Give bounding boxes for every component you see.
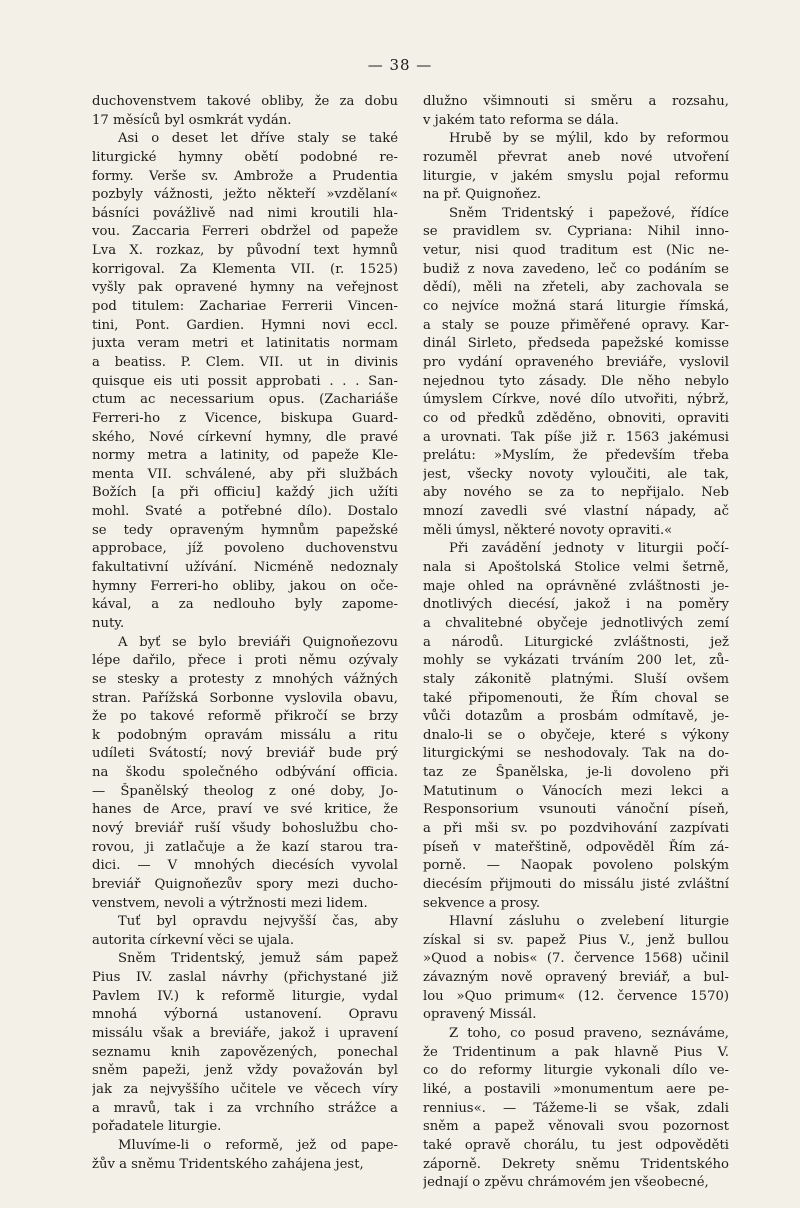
text-line: liturgie, v jakém smyslu pojal reformu	[423, 168, 729, 184]
text-line: mnozí zavedli své vlastní nápady, ač	[423, 504, 729, 520]
text-line: co od předků zděděno, obnoviti, opraviti	[423, 410, 729, 426]
text-line: diecésím přijmouti do missálu jisté zvláštní	[423, 876, 729, 892]
text-line: normy metra a latinity, od papeže Kle-	[92, 448, 398, 464]
text-line: dinál Sirleto, předseda papežské komisse	[423, 336, 729, 352]
text-line: záporně. Dekrety sněmu Tridentského	[423, 1156, 729, 1172]
text-line: Ferreri-ho z Vicence, biskupa Guard-	[92, 410, 398, 426]
text-line: dici. — V mnohých diecésích vyvolal	[92, 858, 398, 874]
text-line: A byť se bylo breviáři Quignoňezovu	[118, 634, 398, 650]
text-line: hanes de Arce, praví ve své kritice, že	[92, 802, 398, 818]
text-line: mohly se vykázati trváním 200 let, zů-	[423, 653, 729, 669]
text-line: liturgickými se neshodovaly. Tak na do-	[423, 746, 729, 762]
text-line: taz ze Španělska, je-li dovoleno při	[423, 765, 729, 781]
text-line: stran. Pařížská Sorbonne vyslovila obavu,	[92, 690, 398, 706]
text-line: jednají o zpěvu chrámovém jen všeobecné,	[423, 1175, 709, 1191]
text-line: Matutinum o Vánocích mezi lekci a	[423, 783, 729, 799]
text-line: Z toho, co posud praveno, seznáváme,	[449, 1026, 729, 1042]
text-line: jak za nejvyššího učitele ve věcech víry	[92, 1081, 398, 1097]
text-line: ctum ac necessarium opus. (Zachariáše	[92, 392, 398, 408]
text-line: hymny Ferreri-ho obliby, jakou on oče-	[92, 578, 398, 594]
text-line: porně. — Naopak povoleno polským	[423, 858, 729, 874]
text-line: mnohá výborná ustanovení. Opravu	[92, 1007, 398, 1023]
text-line: také připomenouti, že Řím choval se	[423, 690, 729, 706]
text-line: Sněm Tridentský i papežové, řídíce	[449, 205, 729, 221]
text-line: co do reformy liturgie vykonali dílo ve-	[423, 1063, 729, 1079]
text-line: vetur, nisi quod traditum est (Nic ne-	[423, 243, 729, 259]
text-line: sekvence a prosy.	[423, 895, 541, 911]
text-line: prelátu: »Myslím, že především třeba	[423, 448, 729, 464]
text-line: opravený Missál.	[423, 1007, 537, 1023]
text-line: žův a sněmu Tridentského zahájena jest,	[92, 1156, 364, 1172]
text-line: aby nového se za to nepřijalo. Neb	[423, 485, 729, 501]
text-line: na škodu společného odbývání officia.	[92, 765, 398, 781]
text-line: vou. Zaccaria Ferreri obdržel od papeže	[92, 224, 398, 240]
text-line: dnotlivých diecésí, jakož i na poměry	[423, 597, 729, 613]
text-line: fakultativní užívání. Nicméně nedoznaly	[92, 560, 398, 576]
text-line: Mluvíme-li o reformě, jež od pape-	[118, 1137, 398, 1153]
text-line: seznamu knih zapovězených, ponechal	[92, 1044, 398, 1060]
text-line: udíleti Svátostí; nový breviář bude prý	[92, 746, 398, 762]
text-line: v jakém tato reforma se dála.	[423, 112, 619, 128]
text-line: a beatiss. P. Clem. VII. ut in divinis	[92, 354, 398, 370]
text-line: pro vydání opraveného breviáře, vyslovil	[423, 354, 729, 370]
text-line: Při zavádění jednoty v liturgii počí-	[449, 541, 729, 557]
text-line: kával, a za nedlouho byly zapome-	[92, 597, 398, 613]
text-line: pozbyly vážnosti, ježto někteří »vzdělaní«	[92, 187, 398, 203]
text-line: mohl. Svaté a potřebné dílo). Dostalo	[92, 504, 398, 520]
text-line: pořadatele liturgie.	[92, 1119, 222, 1135]
text-line: liké, a postavili »monumentum aere pe-	[423, 1081, 729, 1097]
text-line: nuty.	[92, 615, 125, 631]
text-line: nový breviář ruší všudy bohoslužbu cho-	[92, 820, 398, 836]
text-line: pod titulem: Zachariae Ferrerii Vincen-	[92, 299, 398, 315]
text-line: nala si Apoštolská Stolice velmi šetrně,	[423, 560, 729, 576]
page-number: — 38 —	[367, 56, 433, 74]
text-line: sněm papeži, jenž vždy považován byl	[92, 1063, 398, 1079]
text-line: »Quod a nobis« (7. července 1568) učinil	[423, 951, 729, 967]
text-line: píseň v mateřštině, odpověděl Řím zá-	[423, 839, 729, 855]
text-column-right	[423, 93, 729, 1193]
text-line: breviář Quignoňezův spory mezi ducho-	[92, 876, 398, 892]
text-line: Hrubě by se mýlil, kdo by reformou	[449, 131, 729, 147]
text-line: co nejvíce možná stará liturgie římská,	[423, 299, 729, 315]
text-line: Tuť byl opravdu nejvyšší čas, aby	[118, 914, 398, 930]
text-line: nejednou tyto zásady. Dle něho nebylo	[423, 373, 729, 389]
text-line: se pravidlem sv. Cypriana: Nihil inno-	[423, 224, 729, 240]
text-line: Asi o deset let dříve staly se také	[118, 131, 398, 147]
text-line: že po takové reformě přikročí se brzy	[92, 709, 398, 725]
text-line: také opravě chorálu, tu jest odpověděti	[423, 1137, 729, 1153]
text-line: a při mši sv. po pozdvihování zazpívati	[423, 820, 729, 836]
text-line: se stesky a protesty z mnohých vážných	[92, 671, 398, 687]
text-line: autorita církevní věci se ujala.	[92, 932, 295, 948]
text-line: — Španělský theolog z oné doby, Jo-	[92, 783, 398, 799]
text-line: staly zákonitě platnými. Sluší ovšem	[423, 671, 729, 687]
text-line: lépe dařilo, přece i proti němu ozývaly	[92, 653, 398, 669]
text-line: Božích [a při officiu] každý jich užíti	[92, 485, 398, 501]
text-line: lou »Quo primum« (12. července 1570)	[423, 988, 729, 1004]
text-line: Lva X. rozkaz, by původní text hymnů	[92, 243, 398, 259]
text-column-left	[92, 93, 398, 1174]
text-line: duchovenstvem takové obliby, že za dobu	[92, 94, 398, 109]
text-line: a urovnati. Tak píše již r. 1563 jakémusi	[423, 429, 729, 445]
text-line: rennius«. — Tážeme-li se však, zdali	[423, 1100, 729, 1116]
text-line: získal si sv. papež Pius V., jenž bullou	[423, 932, 729, 948]
text-line: ského, Nové církevní hymny, dle pravé	[92, 429, 398, 445]
text-line: rozuměl převrat aneb nové utvoření	[423, 149, 729, 165]
text-line: budiž z nova zavedeno, leč co podáním se	[423, 261, 729, 277]
text-line: a staly se pouze přiměřené opravy. Kar-	[423, 317, 729, 333]
text-line: Hlavní zásluhu o zvelebení liturgie	[449, 914, 729, 930]
text-line: vyšly pak opravené hymny na veřejnost	[92, 280, 398, 296]
text-line: dědí), měli na zřeteli, aby zachovala se	[423, 280, 729, 296]
text-line: měli úmysl, některé novoty opraviti.«	[423, 522, 673, 538]
text-line: a mravů, tak i za vrchního strážce a	[92, 1100, 398, 1116]
text-line: a chvalitebné obyčeje jednotlivých zemí	[423, 615, 729, 631]
text-line: že Tridentinum a pak hlavně Pius V.	[423, 1044, 729, 1060]
text-line: 17 měsíců byl osmkrát vydán.	[92, 112, 292, 128]
text-line: korrigoval. Za Klementa VII. (r. 1525)	[92, 261, 398, 277]
text-line: se tedy opraveným hymnům papežské	[92, 522, 398, 538]
text-line: Pavlem IV.) k reformě liturgie, vydal	[92, 988, 398, 1004]
text-line: k podobným opravám missálu a ritu	[92, 727, 398, 743]
text-line: jest, všecky novoty vyloučiti, ale tak,	[423, 466, 729, 482]
text-line: liturgické hymny obětí podobné re-	[92, 149, 398, 165]
text-line: missálu však a breviáře, jakož i upravení	[92, 1026, 398, 1042]
text-line: vůči dotazům a prosbám odmítavě, je-	[423, 709, 729, 725]
text-line: na př. Quignoňez.	[423, 187, 542, 203]
text-line: venstvem, nevoli a výtržnosti mezi lidem.	[92, 895, 368, 911]
text-line: quisque eis uti possit approbati . . . San-	[92, 373, 398, 389]
text-line: menta VII. schválené, aby při službách	[92, 466, 398, 482]
text-line: sněm a papež věnovali svou pozornost	[423, 1119, 729, 1135]
text-line: juxta veram metri et latinitatis normam	[92, 336, 398, 352]
text-line: Pius IV. zaslal návrhy (přichystané již	[92, 970, 398, 986]
text-line: dnalo-li se o obyčeje, které s výkony	[423, 727, 729, 743]
text-line: úmyslem Církve, nové dílo utvořiti, nýbrž,	[423, 392, 729, 408]
text-line: Responsorium vsunouti vánoční píseň,	[423, 802, 729, 818]
text-line: dlužno všimnouti si směru a rozsahu,	[423, 94, 729, 109]
text-line: závazným nově opravený breviář, a bul-	[423, 970, 729, 986]
text-line: maje ohled na oprávněné zvláštnosti je-	[423, 578, 729, 594]
text-line: Sněm Tridentský, jemuž sám papež	[118, 951, 398, 967]
text-line: approbace, jíž povoleno duchovenstvu	[92, 541, 398, 557]
text-line: tini, Pont. Gardien. Hymni novi eccl.	[92, 317, 398, 333]
text-line: a národů. Liturgické zvláštnosti, jež	[423, 634, 729, 650]
text-line: rovou, ji zatlačuje a že kazí starou tra-	[92, 839, 398, 855]
text-line: básníci povážlivě nad nimi kroutili hla-	[92, 205, 398, 221]
text-line: formy. Verše sv. Ambrože a Prudentia	[92, 168, 398, 184]
